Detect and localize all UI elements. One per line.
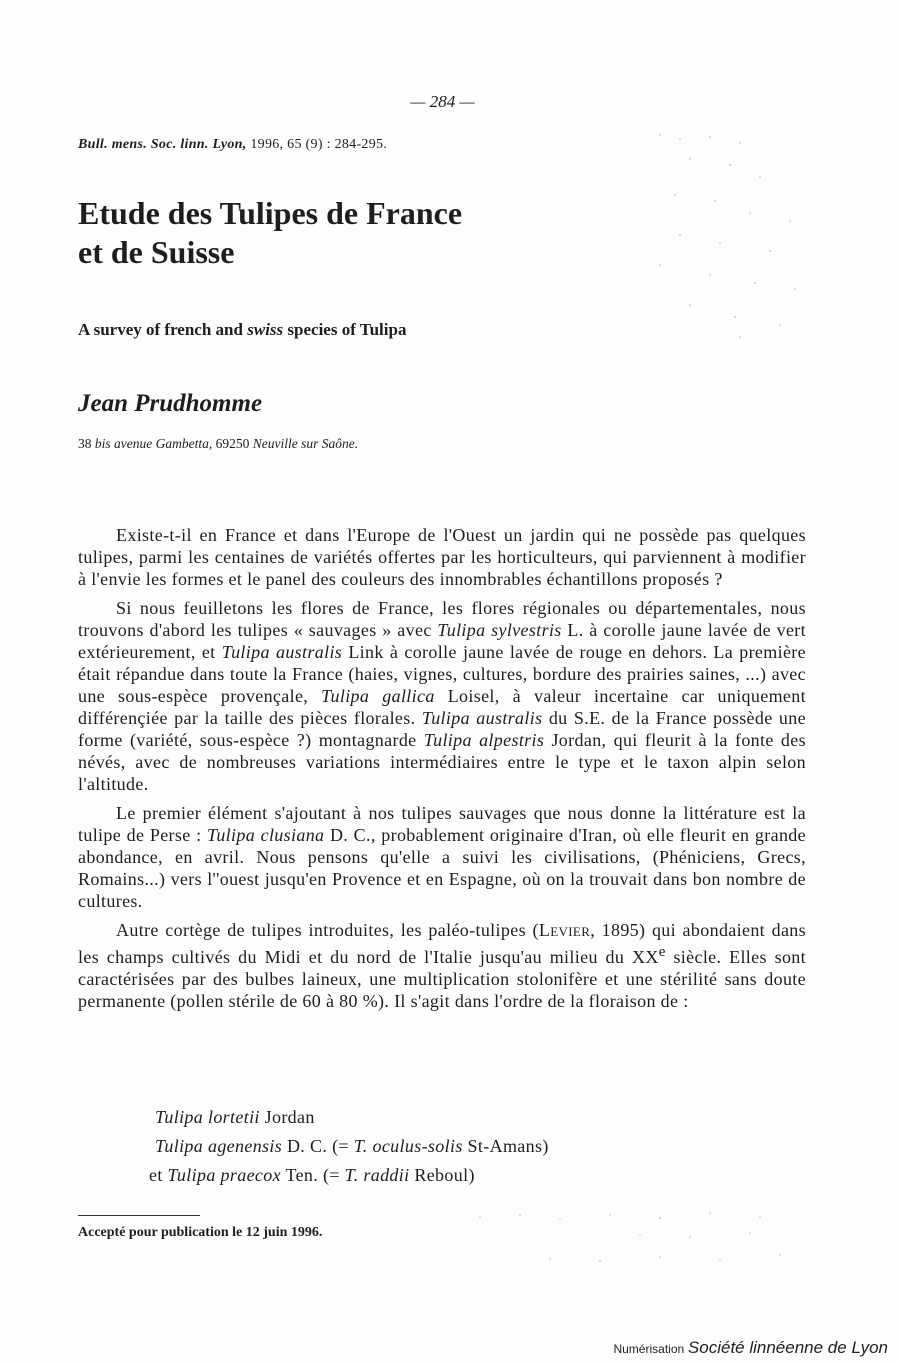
species-author: Ten. (= bbox=[280, 1165, 345, 1185]
paragraph-4 bbox=[78, 919, 806, 1012]
species-name: Tulipa praecox bbox=[167, 1165, 281, 1185]
address-postcode: 69250 bbox=[215, 436, 250, 451]
species-name: Tulipa sylvestris bbox=[437, 620, 562, 640]
p2-text-6: Jordan, qui fleurit à la fonte des névés, avec de nombreuses variations intermédiaires entre le type et le taxon alpin selon l'altitude. bbox=[78, 730, 806, 794]
digitization-label: Numérisation bbox=[613, 1342, 685, 1356]
p3-text-1: Le premier élément s'ajoutant à nos tulipes sauvages que nous donne la littérature est la tulipe de Perse : bbox=[78, 803, 806, 845]
species-name: Tulipa clusiana bbox=[206, 825, 325, 845]
citation bbox=[78, 137, 387, 153]
p2-text-4: Loisel, à valeur incertaine car uniquement différençiée par la taille des pièces florales. bbox=[78, 686, 806, 728]
species-name: Tulipa australis bbox=[221, 642, 343, 662]
article-body bbox=[78, 524, 806, 1019]
p2-text-2: L. à corolle jaune lavée de vert extérieurement, et bbox=[78, 620, 806, 662]
species-list bbox=[149, 1103, 549, 1190]
author-name: Jean Prudhomme bbox=[78, 390, 263, 417]
scan-noise-bottom bbox=[460, 1195, 820, 1270]
synonym-author: Reboul) bbox=[409, 1165, 475, 1185]
p2-text-1: Si nous feuilletons les flores de France, les flores régionales ou départementales, nous trouvons d'abord les tulipes « sauvages » avec bbox=[78, 598, 806, 640]
citation-year: 1996, bbox=[250, 137, 284, 152]
reference-author: Levier bbox=[538, 920, 591, 940]
paragraph-3 bbox=[78, 802, 806, 912]
p4-text-1: Autre cortège de tulipes introduites, les paléo-tulipes ( bbox=[116, 920, 539, 940]
citation-journal: Bull. mens. Soc. linn. Lyon, bbox=[78, 137, 247, 152]
subtitle-swiss: swiss bbox=[247, 320, 284, 339]
paragraph-1: Existe-t-il en France et dans l'Europe de l'Ouest un jardin qui ne possède pas quelques tulipes, parmi les centaines de variétés offertes par les horticulteurs, qui parviennent à modifier à l'envie les formes et le panel des couleurs des innombrables échantillons proposés ? bbox=[78, 525, 806, 589]
p4-text-2: , 1895) qui abondaient dans les champs cultivés du Midi et du nord de l'Italie jusqu'au milieu du XX bbox=[78, 920, 806, 967]
species-list-item bbox=[155, 1103, 549, 1132]
footnote-acceptance: Accepté pour publication le 12 juin 1996. bbox=[78, 1225, 323, 1240]
species-author: Jordan bbox=[259, 1107, 315, 1127]
page-number: — 284 — bbox=[410, 92, 475, 111]
scan-noise-top bbox=[620, 125, 820, 345]
address-city: Neuville sur Saône. bbox=[252, 436, 359, 451]
title-line-2: et de Suisse bbox=[78, 234, 235, 270]
species-name: Tulipa gallica bbox=[321, 686, 435, 706]
digitization-society: Société linnéenne de Lyon bbox=[687, 1338, 888, 1357]
species-list-item bbox=[149, 1161, 549, 1190]
footnote-divider bbox=[78, 1215, 200, 1216]
species-author: D. C. (= bbox=[282, 1136, 354, 1156]
superscript: e bbox=[658, 944, 666, 960]
address-street: bis avenue Gambetta, bbox=[94, 436, 213, 451]
item-prefix: et bbox=[149, 1165, 168, 1185]
species-name: Tulipa lortetii bbox=[155, 1107, 260, 1127]
species-list-item bbox=[155, 1132, 549, 1161]
subtitle-suffix: species of Tulipa bbox=[287, 320, 407, 339]
p4-text-3: siècle. Elles sont caractérisées par des bulbes laineux, une multiplication stolonifère et une stérilité sans doute permanente (pollen stérile de 60 à 80 %). Il s'agit dans l'ordre de la floraison de : bbox=[78, 947, 806, 1011]
synonym-name: T. raddii bbox=[344, 1165, 410, 1185]
species-name: Tulipa australis bbox=[421, 708, 543, 728]
title-line-1: Etude des Tulipes de France bbox=[78, 195, 463, 231]
digitization-credit bbox=[613, 1338, 888, 1358]
p3-text-2: D. C., probablement originaire d'Iran, où elle fleurit en grande abondance, en avril. Nous pensons qu'elle a suivi les civilisations, (Phéniciens, Grecs, Romains...) vers l''ouest jusqu'en Provence et en Espagne, où on la trouvait dans bon nombre de cultures. bbox=[78, 825, 806, 911]
synonym-name: T. oculus-solis bbox=[353, 1136, 463, 1156]
p2-text-3: Link à corolle jaune lavée de rouge en dehors. La première était répandue dans toute la France (haies, vignes, cultures, bordure des prairies saines, ...) avec une sous-espèce provençale, bbox=[78, 642, 806, 706]
species-name: Tulipa agenensis bbox=[155, 1136, 283, 1156]
author-address bbox=[78, 436, 358, 452]
paragraph-2 bbox=[78, 597, 806, 795]
p2-text-5: du S.E. de la France possède une forme (variété, sous-espèce ?) montagnarde bbox=[78, 708, 806, 750]
synonym-author: St-Amans) bbox=[462, 1136, 549, 1156]
citation-volume: 65 (9) : 284-295. bbox=[287, 137, 388, 152]
subtitle-prefix: A survey of french and bbox=[78, 320, 243, 339]
article-subtitle bbox=[78, 320, 406, 340]
species-name: Tulipa alpestris bbox=[423, 730, 545, 750]
address-number: 38 bbox=[78, 436, 92, 451]
article-title bbox=[78, 194, 598, 272]
